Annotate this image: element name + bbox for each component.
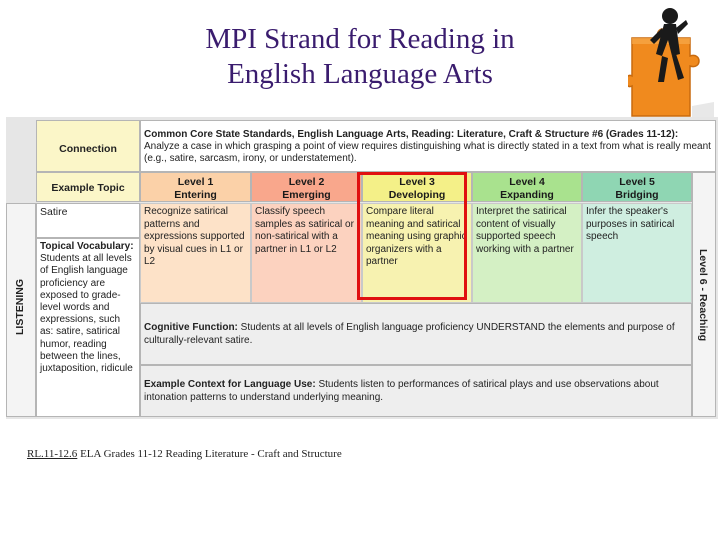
connection-standard: Common Core State Standards, English Language Arts, Reading: Literature, Craft & Structure #6 (Grades 11-12): [144,129,679,140]
example-topic-label-cell [36,172,140,202]
level-4-description: Interpret the satirical content of visually supported speech working with a partner [472,203,582,303]
level-5-description: Infer the speaker's purposes in satirical speech [582,203,692,303]
listening-label: LISTENING [14,279,26,336]
slide-title-line1: MPI Strand for Reading in [205,23,515,55]
cognitive-function-text: Students at all levels of English language proficiency UNDERSTAND the elements and purpose of culturally-relevant satire. [144,322,675,346]
level-3-header: Level 3 Developing [362,172,472,202]
example-context-text: Students listen to performances of satirical plays and use observations about intonation patterns to understand underlying meaning. [144,379,659,403]
level-2-description: Classify speech samples as satirical or non-satirical with a partner in L1 or L2 [251,203,362,303]
cognitive-function-cell [140,303,692,365]
example-topic-label: Example Topic [51,182,125,194]
level-1-description: Recognize satirical patterns and expressions supported by visual cues in L1 or L2 [140,203,251,303]
footer-standard-code: RL.11-12.6 [27,448,78,460]
example-context-cell [140,365,692,417]
level-1-header: Level 1 Entering [140,172,251,202]
slide-title-line2: English Language Arts [227,58,493,90]
level-2-header: Level 2 Emerging [251,172,362,202]
level-3-description: Compare literal meaning and satirical meaning using graphic organizers with a partner [362,203,472,303]
topical-vocab-text: Students at all levels of English language proficiency are exposed to grade-level words and expressions, such as: satire, satirical humor, reading between the lines, juxtaposition, ridicule [40,253,133,375]
topical-vocab-cell [36,238,140,417]
cognitive-function-label: Cognitive Function: [144,322,238,333]
example-context-label: Example Context for Language Use: [144,379,316,390]
level-4-header: Level 4 Expanding [472,172,582,202]
slide-title [140,22,580,92]
topical-vocab-label: Topical Vocabulary: [40,241,134,252]
connection-label-cell [36,120,140,172]
level-5-header: Level 5 Bridging [582,172,692,202]
footer-caption [27,448,342,460]
connection-text: Analyze a case in which grasping a point of view requires distinguishing what is directly stated in a text from what is really meant (e.g., satire, sarcasm, irony, or understatement). [144,141,711,164]
puzzle-figure-icon [628,6,716,118]
topic-text: Satire [40,206,68,218]
connection-label: Connection [59,143,117,155]
level-3-highlight-box [357,172,467,300]
level-6-label: Level 6 - Reaching [697,248,709,342]
topic-cell [36,203,140,238]
footer-text: ELA Grades 11-12 Reading Literature - Craft and Structure [80,448,342,460]
connection-text-cell [140,120,716,172]
